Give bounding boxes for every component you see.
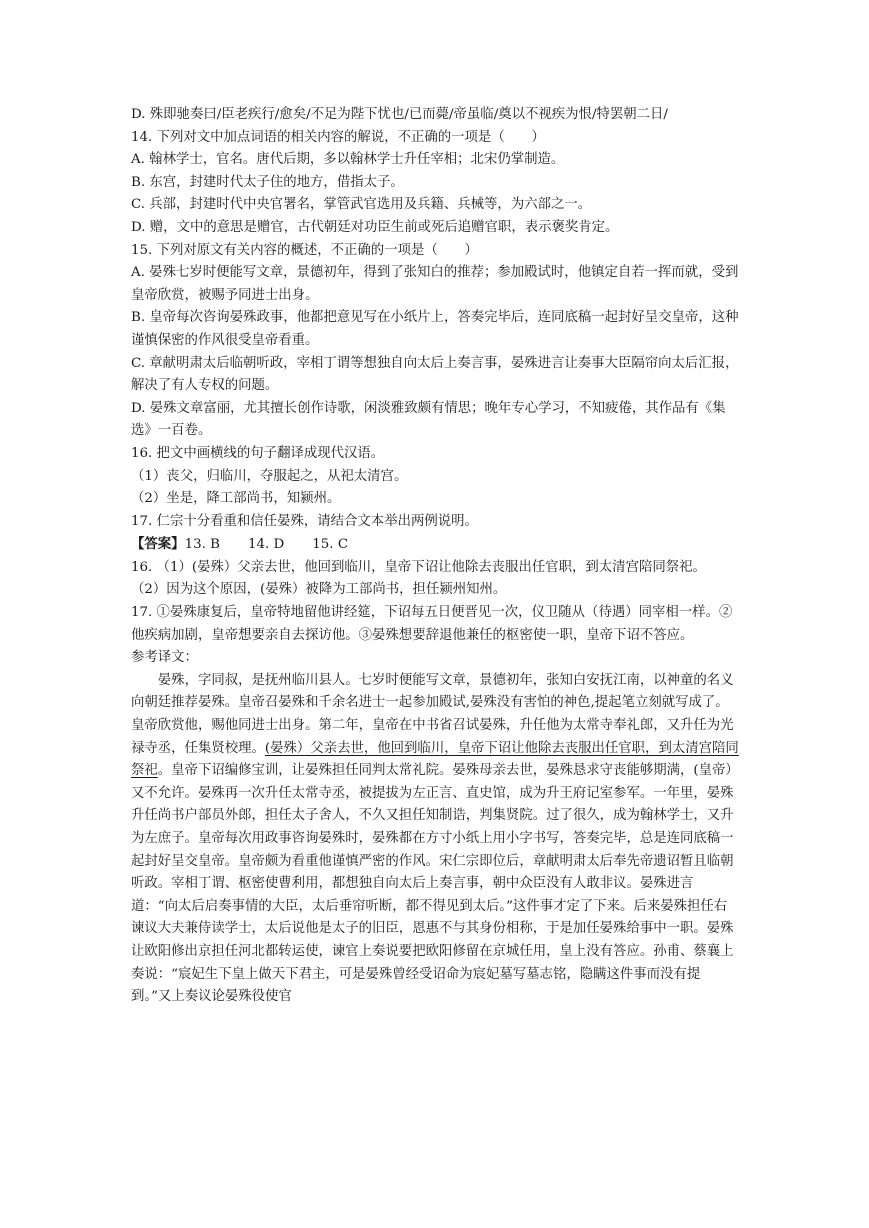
q14-option-a: A. 翰林学士，官名。唐代后期，多以翰林学士升任宰相；北宋仍掌制造。	[131, 152, 565, 168]
translation-heading: 参考译文：	[131, 650, 198, 666]
q14-option-c: C. 兵部，封建时代中央官署名，掌管武官选用及兵籍、兵械等，为六部之一。	[131, 197, 592, 213]
translation-paragraph	[131, 670, 739, 1009]
q14-option-d: D. 赠，文中的意思是赠官，古代朝廷对功臣生前或死后追赠官职，表示褒奖肯定。	[131, 219, 619, 235]
document-page	[131, 104, 739, 1009]
q17-stem: 17. 仁宗十分看重和信任晏殊，请结合文本举出两例说明。	[131, 513, 478, 529]
q15-option-b: B. 皇帝每次咨询晏殊政事，他都把意见写在小纸片上，答奏完毕后，连同底稿一起封好呈交皇帝，这种谨慎保密的作风很受皇帝看重。	[131, 310, 739, 348]
q15-stem: 15. 下列对原文有关内容的概述，不正确的一项是（ ）	[131, 242, 478, 258]
q14-option-b: B. 东宫，封建时代太子住的地方，借指太子。	[131, 174, 404, 190]
answer-16-2: （2）因为这个原因，(晏殊）被降为工部尚书，担任颍州知州。	[131, 582, 507, 598]
translation-text-before: 晏殊，字同叔，是抚州临川县人。七岁时便能写文章，景德初年，张知白安抚江南，以神童的名义向朝廷推荐晏殊。皇帝召晏殊和千余名进士一起参加殿试,晏殊没有害怕的神色,提起笔立刻就写成了。皇帝欣赏他，赐他同进士出身。第二年，皇帝在中书省召试晏殊，升任他为太常寺奉礼郎，又升任为光禄寺丞，任集贤校理。	[131, 672, 734, 756]
translation-text-after: 。皇帝下诏编修宝训，让晏殊担任同判太常礼院。晏殊母亲去世，晏殊恳求守丧能够期满，(皇帝）又不允许。晏殊再一次升任太常寺丞，被提拔为左正言、直史馆，成为升王府记室参军。一年里，晏殊升任尚书户部员外郎，担任太子舍人，不久又担任知制诰，判集贤院。过了很久，成为翰林学士，又升为左庶子。皇帝每次用政事咨询晏殊时，晏殊都在方寸小纸上用小字书写，答奏完毕，总是连同底稿一起封好呈交皇帝。皇帝颇为看重他谨慎严密的作风。宋仁宗即位后，章献明肃太后奉先帝遗诏暂且临朝听政。宰相丁谓、枢密使曹利用，都想独自向太后上奏言事，朝中众臣没有人敢非议。晏殊进言道：“向太后启奏事情的大臣，太后垂帘听断，都不得见到太后。”这件事才定了下来。后来晏殊担任右谏议大夫兼侍读学士，太后说他是太子的旧臣，恩惠不与其身份相称，于是加任晏殊给事中一职。晏殊让欧阳修出京担任河北都转运使，谏官上奏说要把欧阳修留在京城任用，皇上没有答应。孙甫、蔡襄上奏说：“宸妃生下皇上做天下君主，可是晏殊曾经受诏命为宸妃墓写墓志铭，隐瞒这件事而没有提到。”又上奏议论晏殊役使官	[131, 763, 739, 1005]
q16-item-2: （2）坐是，降工部尚书，知颍州。	[131, 491, 341, 507]
q16-item-1: （1）丧父，归临川，夺服起之，从祀太清宫。	[131, 468, 408, 484]
q13-option-d: D. 殊即驰奏曰/臣老疾行/愈矣/不足为陛下忧也/已而薨/帝虽临/奠以不视疾为恨/特罢朝二日/	[131, 107, 668, 122]
answer-16-1: 16. （1）(晏殊）父亲去世，他回到临川，皇帝下诏让他除去丧服出任官职，到太清宫陪同祭祀。	[131, 559, 706, 575]
answer-line	[131, 533, 739, 557]
answer-15: 15. C	[312, 537, 349, 553]
answer-tag: 【答案】	[131, 536, 185, 553]
answer-14: 14. D	[247, 537, 285, 553]
answer-17: 17. ①晏殊康复后，皇帝特地留他讲经筵，下诏每五日便晋见一次，仪卫随从（待遇）同宰相一样。②他疾病加剧，皇帝想要亲自去探访他。③晏殊想要辞退他兼任的枢密使一职，皇帝下诏不答应。	[131, 605, 733, 643]
q15-option-a: A. 晏殊七岁时便能写文章，景德初年，得到了张知白的推荐；参加殿试时，他镇定自若一挥而就，受到皇帝欣赏，被赐予同进士出身。	[131, 265, 739, 303]
q16-stem: 16. 把文中画横线的句子翻译成现代汉语。	[131, 445, 385, 461]
translation-underlined-sentence: (晏殊）父亲去世，他回到临川，皇帝下诏让他除去丧服出任官职，到太清宫陪同祭祀	[131, 740, 739, 779]
answer-13: 13. B	[184, 537, 220, 553]
q15-option-d: D. 晏殊文章富丽，尤其擅长创作诗歌，闲淡雅致颇有情思；晚年专心学习，不知疲倦，其作品有《集选》一百卷。	[131, 400, 726, 439]
q14-stem: 14. 下列对文中加点词语的相关内容的解说，不正确的一项是（ ）	[131, 129, 545, 145]
q15-option-c: C. 章献明肃太后临朝听政，宰相丁谓等想独自向太后上奏言事，晏殊进言让奏事大臣隔帘向太后汇报，解决了有人专权的问题。	[131, 355, 739, 394]
